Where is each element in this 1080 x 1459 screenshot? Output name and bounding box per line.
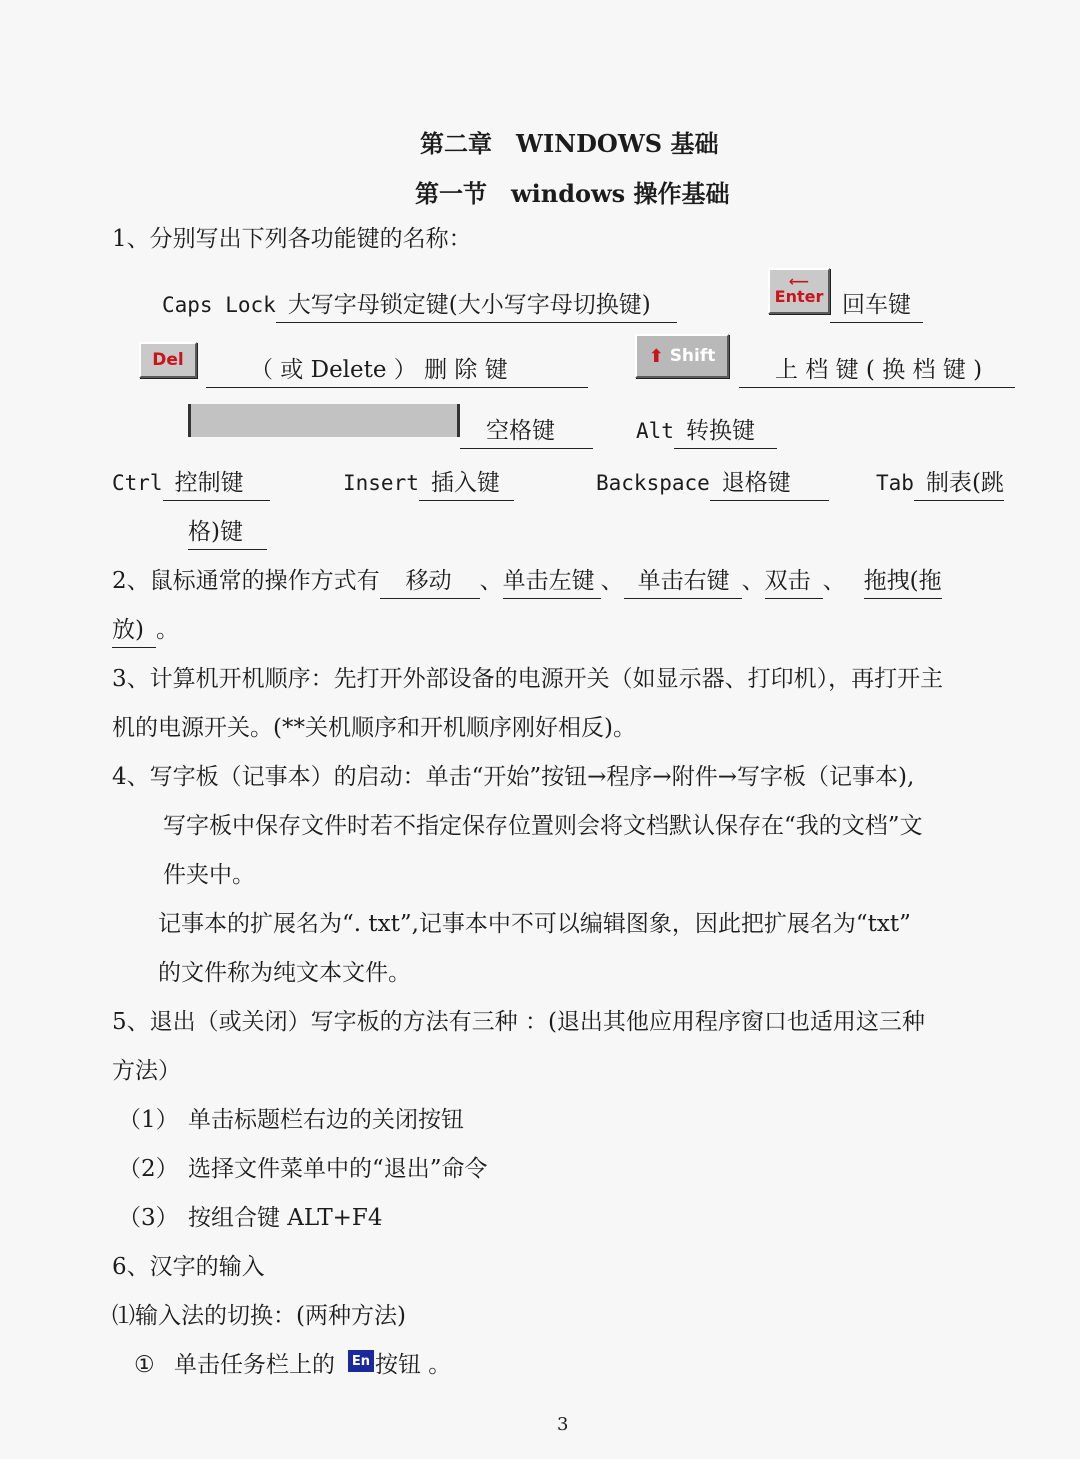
shift-answer: 上 档 键 ( 换 档 键 ): [739, 355, 1015, 388]
q5-item-text: 按组合键 ALT+F4: [188, 1205, 383, 1231]
tab-answer-2-wrap: [188, 517, 267, 550]
q5-item-num: （1）: [118, 1107, 179, 1133]
ctrl-label: Ctrl: [112, 471, 163, 495]
q2-sep: 、: [822, 568, 846, 594]
q5-item-num: （2）: [118, 1156, 179, 1182]
insert-row: [343, 468, 514, 501]
alt-row: [636, 416, 777, 449]
q5-line1: 5、退出（或关闭）写字板的方法有三种 ：(退出其他应用程序窗口也适用这三种: [112, 1009, 925, 1035]
q3-line2: 机的电源开关。(**关机顺序和开机顺序刚好相反)。: [112, 715, 636, 741]
q6-sub: ⑴输入法的切换：(两种方法): [112, 1303, 406, 1329]
q4-line4: 记事本的扩展名为“. txt”,记事本中不可以编辑图象，因此把扩展名为“txt”: [158, 911, 911, 937]
q3-line1: 3、计算机开机顺序：先打开外部设备的电源开关（如显示器、打印机），再打开主: [112, 666, 944, 692]
insert-label: Insert: [343, 471, 419, 495]
q2-answer-5b: 放): [112, 615, 156, 648]
ctrl-answer: 控制键: [163, 468, 270, 501]
q2-answer-3: 单击右键: [624, 566, 742, 599]
del-answer-wrap: [206, 355, 588, 388]
caps-lock-row: [162, 290, 677, 323]
tab-row: [876, 468, 1004, 501]
q5-item-text: 选择文件菜单中的“退出”命令: [188, 1156, 488, 1182]
caps-lock-label: Caps Lock: [162, 293, 276, 317]
space-answer-wrap: [460, 416, 593, 449]
q2-prompt: 2、鼠标通常的操作方式有: [112, 568, 380, 594]
q4-line3: 件夹中。: [163, 862, 255, 888]
q5-item-2: [118, 1154, 488, 1184]
en-ime-icon: [348, 1350, 374, 1372]
shift-key-icon: ⬆ Shift: [635, 334, 729, 378]
q6-item-num: ①: [134, 1352, 155, 1378]
tab-answer-2: 格)键: [188, 517, 267, 550]
enter-key-icon: ⟵ Enter: [768, 268, 830, 314]
del-answer: （ 或 Delete ） 删 除 键: [206, 355, 588, 388]
q5-item-num: （3）: [118, 1205, 179, 1231]
chapter-title: 第二章 WINDOWS 基础: [420, 129, 719, 158]
del-key-icon: [139, 342, 197, 378]
backspace-row: [596, 468, 829, 501]
enter-answer: 回车键: [830, 290, 923, 323]
q5-item-3: [118, 1203, 383, 1233]
q5-line2: 方法）: [112, 1058, 181, 1084]
q6-item-pre: 单击任务栏上的: [174, 1352, 335, 1378]
space-bar-icon: [188, 404, 460, 437]
shift-key-label: Shift: [669, 346, 716, 366]
q2-answer-4: 双击: [765, 566, 823, 599]
tab-answer-1: 制表(跳: [914, 468, 1004, 501]
backspace-label: Backspace: [596, 471, 710, 495]
q4-line5: 的文件称为纯文本文件。: [158, 960, 411, 986]
q2-answer-5a: 拖拽(拖: [864, 566, 942, 599]
ctrl-row: [112, 468, 270, 501]
q6-title: 6、汉字的输入: [112, 1254, 265, 1280]
q4-line1: 4、写字板（记事本）的启动：单击“开始”按钮→程序→附件→写字板（记事本),: [112, 764, 915, 790]
q5-item-text: 单击标题栏右边的关闭按钮: [188, 1107, 464, 1133]
q1-prompt: 1、分别写出下列各功能键的名称：: [112, 226, 472, 252]
alt-label: Alt: [636, 419, 674, 443]
alt-answer: 转换键: [674, 416, 777, 449]
q2-end: 。: [155, 617, 179, 643]
q6-item-post: 按钮 。: [375, 1352, 452, 1378]
backspace-answer: 退格键: [710, 468, 829, 501]
en-ime-label: En: [351, 1353, 371, 1369]
q5-item-1: [118, 1105, 464, 1135]
q2-line1: [112, 566, 942, 599]
enter-answer-wrap: [830, 290, 923, 323]
del-key-label: Del: [152, 350, 184, 370]
q6-item-1: [134, 1350, 451, 1380]
q2-sep: 、: [479, 568, 503, 594]
q2-line2: [112, 615, 179, 648]
caps-lock-answer: 大写字母锁定键(大小写字母切换键): [276, 290, 677, 323]
q2-sep: 、: [741, 568, 765, 594]
page-number: 3: [557, 1414, 569, 1435]
shift-answer-wrap: [739, 355, 1015, 388]
tab-label: Tab: [876, 471, 914, 495]
q4-line2: 写字板中保存文件时若不指定保存位置则会将文档默认保存在“我的文档”文: [163, 813, 923, 839]
section-title: 第一节 windows 操作基础: [415, 179, 730, 208]
q2-answer-2: 单击左键: [503, 566, 601, 599]
q2-answer-1: 移动: [380, 566, 480, 599]
space-answer: 空格键: [460, 416, 593, 449]
insert-answer: 插入键: [419, 468, 514, 501]
enter-key-label: Enter: [774, 287, 824, 306]
q2-sep: 、: [600, 568, 624, 594]
